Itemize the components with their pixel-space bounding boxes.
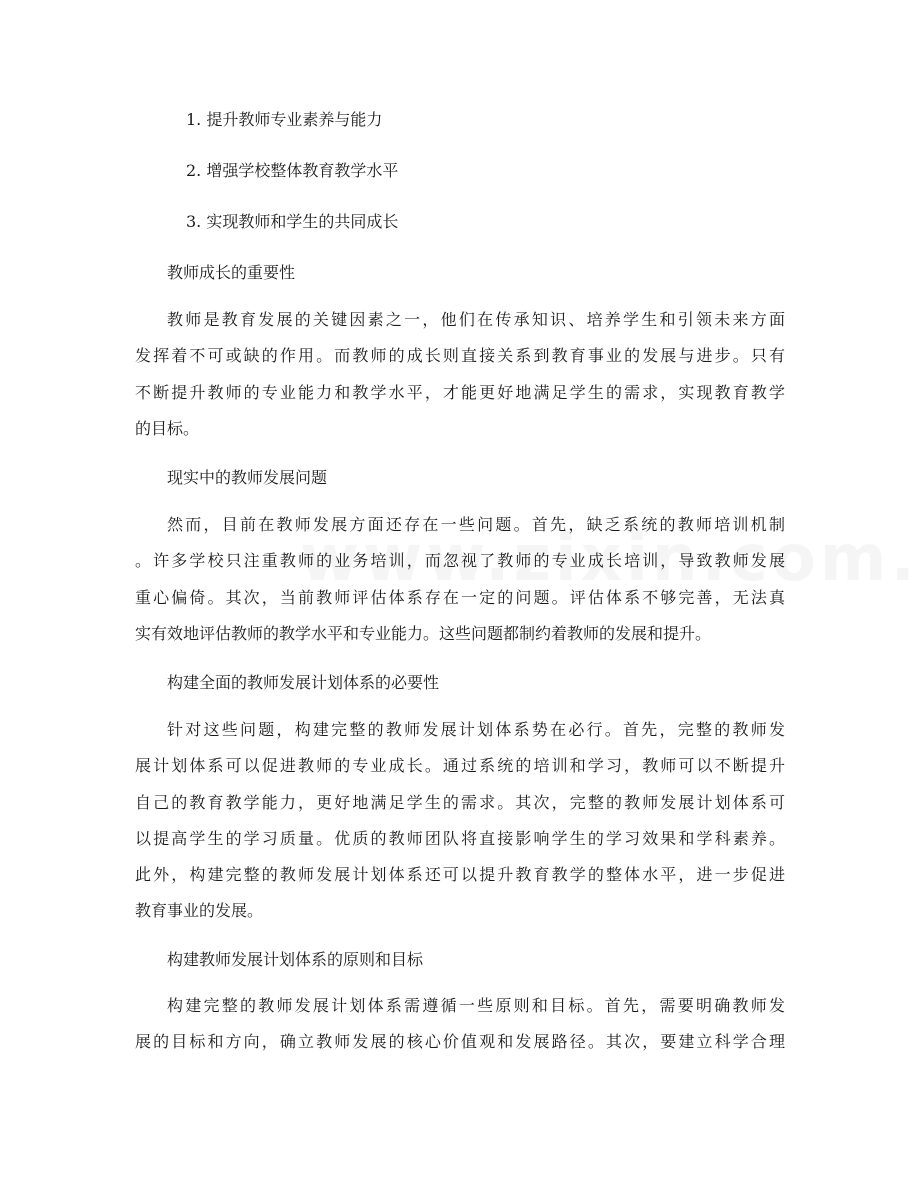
- paragraph-line: 。许多学校只注重教师的业务培训，而忽视了教师的专业成长培训，导致教师发展: [135, 551, 785, 571]
- list-item-2: 2. 增强学校整体教育教学水平: [186, 161, 399, 180]
- section-heading-development-problems: 现实中的教师发展问题: [167, 468, 328, 487]
- paragraph-line: 以提高学生的学习质量。优质的教师团队将直接影响学生的学习效果和学科素养。: [135, 828, 785, 848]
- paragraph-line: 教师是教育发展的关键因素之一，他们在传承知识、培养学生和引领未来方面: [167, 310, 785, 329]
- section-heading-necessity: 构建全面的教师发展计划体系的必要性: [167, 673, 440, 692]
- paragraph-line: 不断提升教师的专业能力和教学水平，才能更好地满足学生的需求，实现教育教学: [135, 382, 785, 402]
- paragraph-teacher-growth: [135, 302, 785, 447]
- paragraph-line: 的目标。: [135, 418, 200, 438]
- paragraph-line: 教育事业的发展。: [135, 901, 264, 921]
- section-heading-teacher-growth: 教师成长的重要性: [167, 263, 296, 282]
- list-item-3: 3. 实现教师和学生的共同成长: [186, 212, 399, 231]
- paragraph-line: 展计划体系可以促进教师的专业成长。通过系统的培训和学习，教师可以不断提升: [135, 756, 785, 776]
- paragraph-line: 展的目标和方向，确立教师发展的核心价值观和发展路径。其次，要建立科学合理: [135, 1032, 785, 1052]
- paragraph-line: 实有效地评估教师的教学水平和专业能力。这些问题都制约着教师的发展和提升。: [135, 623, 712, 643]
- paragraph-development-problems: [135, 507, 785, 652]
- paragraph-necessity: [135, 712, 785, 930]
- paragraph-line: 此外，构建完整的教师发展计划体系还可以提升教育教学的整体水平，进一步促进: [135, 865, 785, 885]
- paragraph-line: 自己的教育教学能力，更好地满足学生的需求。其次，完整的教师发展计划体系可: [135, 792, 785, 812]
- paragraph-line: 针对这些问题，构建完整的教师发展计划体系势在必行。首先，完整的教师发: [167, 720, 785, 739]
- list-item-1: 1. 提升教师专业素养与能力: [186, 110, 383, 129]
- paragraph-line: 重心偏倚。其次，当前教师评估体系存在一定的问题。评估体系不够完善，无法真: [135, 587, 785, 607]
- paragraph-line: 然而，目前在教师发展方面还存在一些问题。首先，缺乏系统的教师培训机制: [167, 515, 785, 534]
- section-heading-principles-goals: 构建教师发展计划体系的原则和目标: [167, 950, 424, 969]
- paragraph-line: 发挥着不可或缺的作用。而教师的成长则直接关系到教育事业的发展与进步。只有: [135, 346, 785, 366]
- paragraph-line: 构建完整的教师发展计划体系需遵循一些原则和目标。首先，需要明确教师发: [167, 996, 785, 1015]
- paragraph-principles-goals: [135, 988, 785, 1061]
